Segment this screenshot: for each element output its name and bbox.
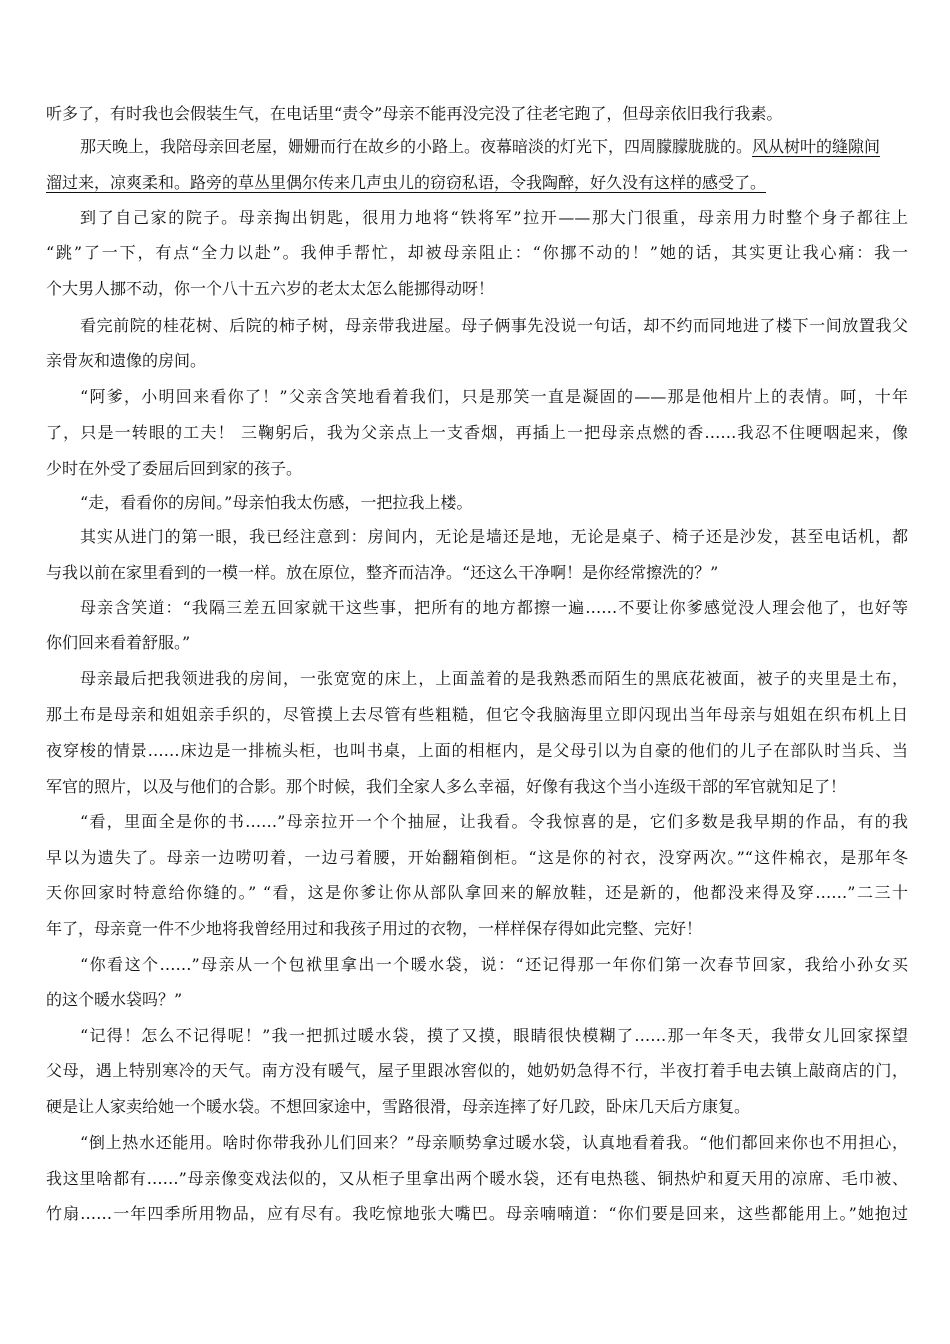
paragraph-line: 早以为遗失了。母亲一边唠叨着，一边弓着腰，开始翻箱倒柜。“这是你的衬衣，没穿两次。”“这件棉衣，是那年冬	[46, 848, 908, 867]
paragraph-line: 亲骨灰和遗像的房间。	[46, 351, 207, 370]
paragraph-line: 母亲最后把我领进我的房间，一张宽宽的床上，上面盖着的是我熟悉而陌生的黑底花被面，被子的夹里是土布，	[80, 669, 908, 688]
paragraph-line: 年了，母亲竟一件不少地将我曾经用过和我孩子用过的衣物，一样样保存得如此完整、完好！	[46, 919, 703, 938]
paragraph-line: 个大男人挪不动，你一个八十五六岁的老太太怎么能挪得动呀！	[46, 279, 495, 298]
paragraph-line: 夜穿梭的情景……床边是一排梳头柜，也叫书桌，上面的相框内，是父母引以为自豪的他们的儿子在部队时当兵、当	[46, 741, 908, 760]
paragraph-line: 其实从进门的第一眼，我已经注意到：房间内，无论是墙还是地，无论是桌子、椅子还是沙发，甚至电话机，都	[80, 527, 908, 546]
paragraph-line: “跳”了一下，有点“全力以赴”。我伸手帮忙，却被母亲阻止：“你挪不动的！”她的话，其实更让我心痛：我一	[46, 243, 908, 262]
paragraph-line: 天你回家时特意给你缝的。” “看，这是你爹让你从部队拿回来的解放鞋，还是新的，他都没来得及穿……”二三十	[46, 883, 908, 902]
paragraph-line: 与我以前在家里看到的一模一样。放在原位，整齐而洁净。“还这么干净啊！是你经常擦洗的？”	[46, 563, 719, 582]
underlined-sentence: 风从树叶的缝隙间	[752, 137, 881, 156]
underlined-sentence: 溜过来，凉爽柔和。路旁的草丛里偶尔传来几声虫儿的窃窃私语，令我陶醉，好久没有这样的感受了。	[46, 173, 767, 192]
paragraph-line: 硬是让人家卖给她一个暖水袋。不想回家途中，雪路很滑，母亲连摔了好几跤，卧床几天后方康复。	[46, 1097, 751, 1116]
paragraph-line: “阿爹，小明回来看你了！”父亲含笑地看着我们，只是那笑一直是凝固的——那是他相片上的表情。呵，十年	[80, 387, 908, 406]
paragraph-line: 到了自己家的院子。母亲掏出钥匙，很用力地将“铁将军”拉开——那大门很重，母亲用力时整个身子都往上	[80, 208, 908, 227]
paragraph-line: 你们回来看着舒服。”	[46, 633, 191, 652]
paragraph-line: 看完前院的桂花树、后院的柿子树，母亲带我进屋。母子俩事先没说一句话，却不约而同地进了楼下一间放置我父	[80, 316, 908, 335]
paragraph-line: 父母，遇上特别寒冷的天气。南方没有暖气，屋子里跟冰窖似的，她奶奶急得不行，半夜打着手电去镇上敲商店的门，	[46, 1061, 908, 1080]
paragraph-line: “倒上热水还能用。啥时你带我孙儿们回来？”母亲顺势拿过暖水袋，认真地看着我。“他们都回来你也不用担心，	[80, 1133, 908, 1152]
paragraph-line: 竹扇……一年四季所用物品，应有尽有。我吃惊地张大嘴巴。母亲喃喃道：“你们要是回来，这些都能用上。”她抱过	[46, 1204, 908, 1223]
paragraph-line: “记得！怎么不记得呢！”我一把抓过暖水袋，摸了又摸，眼睛很快模糊了……那一年冬天，我带女儿回家探望	[80, 1026, 908, 1045]
paragraph-line: “你看这个……”母亲从一个包袱里拿出一个暖水袋，说：“还记得那一年你们第一次春节回家，我给小孙女买	[80, 955, 908, 974]
paragraph-line	[46, 170, 908, 196]
paragraph-line: “走，看看你的房间。”母亲怕我太伤感，一把拉我上楼。	[80, 493, 473, 512]
paragraph-line: 少时在外受了委屈后回到家的孩子。	[46, 459, 303, 478]
paragraph-line: 母亲含笑道：“我隔三差五回家就干这些事，把所有的地方都擦一遍……不要让你爹感觉没人理会他了，也好等	[80, 598, 908, 617]
paragraph-line: 我这里啥都有……”母亲像变戏法似的，又从柜子里拿出两个暖水袋，还有电热毯、铜热炉和夏天用的凉席、毛巾被、	[46, 1169, 908, 1188]
paragraph-line: “看，里面全是你的书……”母亲拉开一个个抽屉，让我看。令我惊喜的是，它们多数是我早期的作品，有的我	[80, 812, 908, 831]
paragraph-line: 的这个暖水袋吗？”	[46, 990, 183, 1009]
paragraph-line: 军官的照片，以及与他们的合影。那个时候，我们全家人多么幸福，好像有我这个当小连级干部的军官就知足了！	[46, 777, 847, 796]
text-segment: 那天晚上，我陪母亲回老屋，姗姗而行在故乡的小路上。夜幕暗淡的灯光下，四周朦朦胧胧的。	[80, 137, 753, 156]
paragraph-line: 那土布是母亲和姐姐亲手织的，尽管摸上去尽管有些粗糙，但它令我脑海里立即闪现出当年母亲与姐姐在织布机上日	[46, 705, 908, 724]
paragraph-line	[80, 134, 908, 160]
paragraph-line: 了，只是一转眼的工夫！ 三鞠躬后，我为父亲点上一支香烟，再插上一把母亲点燃的香……我忍不住哽咽起来，像	[46, 423, 908, 442]
paragraph-line: 听多了，有时我也会假装生气，在电话里“责令”母亲不能再没完没了往老宅跑了，但母亲依旧我行我素。	[46, 104, 783, 123]
